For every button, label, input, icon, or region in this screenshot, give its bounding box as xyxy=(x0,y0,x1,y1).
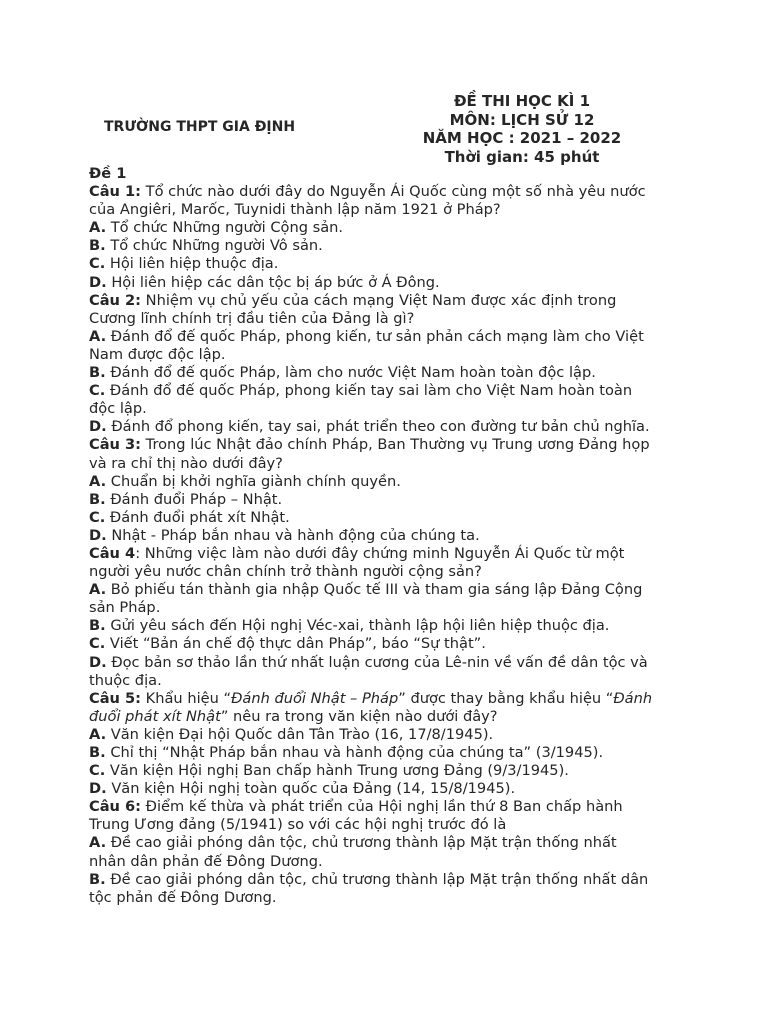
option-d xyxy=(89,418,699,436)
option-c xyxy=(89,635,699,653)
question-2 xyxy=(89,292,699,310)
option-letter: D. xyxy=(89,418,107,436)
question-label: Câu 5: xyxy=(89,689,142,707)
option-text: Đọc bản sơ thảo lần thứ nhất luận cương của Lê-nin về vấn đề dân tộc và xyxy=(111,653,648,671)
question-text: : Những việc làm nào dưới đây chứng minh Nguyễn Ái Quốc từ một xyxy=(135,544,625,562)
option-text: Văn kiện Đại hội Quốc dân Tân Trào (16, 17/8/1945). xyxy=(110,725,494,743)
option-text: Nhật - Pháp bắn nhau và hành động của chúng ta. xyxy=(111,526,480,544)
option-letter: B. xyxy=(89,744,106,761)
option-text: Hội liên hiệp các dân tộc bị áp bức ở Á Đông. xyxy=(111,273,440,291)
exam-subject: MÔN: LỊCH SỬ 12 xyxy=(449,110,595,129)
option-letter: B. xyxy=(89,617,106,635)
question-label: Câu 2: xyxy=(89,291,142,309)
option-text: Gửi yêu sách đến Hội nghị Véc-xai, thành lập hội liên hiệp thuộc địa. xyxy=(110,617,610,635)
option-text: Văn kiện Hội nghị Ban chấp hành Trung ương Đảng (9/3/1945). xyxy=(109,762,569,780)
option-letter: A. xyxy=(89,581,107,599)
option-b xyxy=(89,364,699,382)
option-letter: D. xyxy=(89,780,107,798)
question-text: Nhiệm vụ chủ yếu của cách mạng Việt Nam được xác định trong xyxy=(141,291,617,309)
slogan-old: Đánh đuổi Nhật – Pháp xyxy=(231,689,399,707)
exam-school-year: NĂM HỌC : 2021 – 2022 xyxy=(422,129,622,147)
option-a xyxy=(89,473,699,491)
option-text: Văn kiện Hội nghị toàn quốc của Đảng (14, 15/8/1945). xyxy=(111,780,516,798)
question-text: ” nêu ra trong văn kiện nào dưới đây? xyxy=(220,707,498,725)
question-text: Điểm kế thừa và phát triển của Hội nghị lần thứ 8 Ban chấp hành xyxy=(141,798,623,816)
option-text: Bỏ phiếu tán thành gia nhập Quốc tế III và tham gia sáng lập Đảng Cộng xyxy=(110,581,643,599)
option-c xyxy=(89,382,699,400)
option-letter: A. xyxy=(89,219,107,237)
option-text-cont: nhân dân phản đế Đông Dương. xyxy=(89,852,323,870)
question-1 xyxy=(89,183,699,201)
question-text-cont: người yêu nước chân chính trở thành người cộng sản? xyxy=(89,563,482,581)
slogan-new: Đánh xyxy=(613,689,653,707)
option-text-cont: sản Pháp. xyxy=(89,599,161,617)
question-label: Câu 1: xyxy=(89,183,142,201)
option-text-cont: thuộc địa. xyxy=(89,671,162,689)
option-c xyxy=(89,509,699,527)
option-d xyxy=(89,274,699,292)
option-d xyxy=(89,780,699,798)
option-letter: D. xyxy=(89,526,107,544)
option-text: Đề cao giải phóng dân tộc, chủ trương thành lập Mặt trận thống nhất dân xyxy=(110,870,649,888)
school-name: TRƯỜNG THPT GIA ĐỊNH xyxy=(104,119,296,135)
option-c xyxy=(89,255,699,273)
question-text-cont: Cương lĩnh chính trị đầu tiên của Đảng là gì? xyxy=(89,309,415,327)
slogan-new-cont: đuổi phát xít Nhật xyxy=(89,707,221,725)
option-text: Đánh đổ phong kiến, tay sai, phát triển theo con đường tư bản chủ nghĩa. xyxy=(111,418,650,436)
option-letter: C. xyxy=(89,255,106,273)
question-5 xyxy=(89,690,699,708)
option-a xyxy=(89,328,699,346)
option-text: Đánh đổ đế quốc Pháp, phong kiến tay sai làm cho Việt Nam hoàn toàn xyxy=(109,382,633,400)
option-b xyxy=(89,491,699,509)
option-text: Viết “Bản án chế độ thực dân Pháp”, báo “Sự thật”. xyxy=(109,635,486,653)
question-text-cont: Trung Ương đảng (5/1941) so với các hội nghị trước đó là xyxy=(89,816,507,834)
option-letter: A. xyxy=(89,472,107,490)
option-a xyxy=(89,219,699,237)
question-6 xyxy=(89,798,699,816)
option-a xyxy=(89,834,699,852)
exam-body xyxy=(89,165,699,907)
option-b xyxy=(89,744,699,762)
question-label: Câu 6: xyxy=(89,798,142,816)
option-b xyxy=(89,871,699,889)
option-b xyxy=(89,237,699,255)
option-d xyxy=(89,654,699,672)
option-text: Tổ chức Những người Vô sản. xyxy=(110,237,323,255)
exam-header xyxy=(402,92,642,166)
option-letter: A. xyxy=(89,327,107,345)
option-letter: C. xyxy=(89,635,106,653)
exam-version: Đề 1 xyxy=(89,165,127,182)
option-letter: B. xyxy=(89,237,106,255)
option-text: Hội liên hiệp thuộc địa. xyxy=(109,255,279,273)
option-letter: C. xyxy=(89,762,106,780)
question-4 xyxy=(89,545,699,563)
option-text: Đề cao giải phóng dân tộc, chủ trương thành lập Mặt trận thống nhất xyxy=(110,834,617,852)
option-text: Tổ chức Những người Cộng sản. xyxy=(110,219,344,237)
question-text-cont xyxy=(89,708,699,726)
question-text: Khẩu hiệu “ xyxy=(141,689,232,707)
option-text-cont: Nam được độc lập. xyxy=(89,345,226,363)
exam-time: Thời gian: 45 phút xyxy=(444,147,600,166)
option-a xyxy=(89,581,699,599)
option-text: Chỉ thị “Nhật Pháp bắn nhau và hành động của chúng ta” (3/1945). xyxy=(110,744,604,761)
question-text-cont: của Angiêri, Marốc, Tuynidi thành lập năm 1921 ở Pháp? xyxy=(89,201,501,219)
option-text-cont: độc lập. xyxy=(89,400,147,418)
question-label: Câu 3: xyxy=(89,436,142,454)
exam-title: ĐỀ THI HỌC KÌ 1 xyxy=(453,92,591,110)
question-3 xyxy=(89,436,699,454)
option-letter: C. xyxy=(89,382,106,400)
question-text: Tổ chức nào dưới đây do Nguyễn Ái Quốc cùng một số nhà yêu nước xyxy=(141,183,646,201)
option-d xyxy=(89,527,699,545)
question-text: ” được thay bằng khẩu hiệu “ xyxy=(398,689,614,707)
option-letter: A. xyxy=(89,834,107,852)
option-c xyxy=(89,762,699,780)
question-text-cont: và ra chỉ thị nào dưới đây? xyxy=(89,454,283,472)
option-text: Đánh đuổi phát xít Nhật. xyxy=(109,508,290,526)
option-letter: B. xyxy=(89,364,106,382)
question-label: Câu 4 xyxy=(89,544,136,562)
option-letter: A. xyxy=(89,725,107,743)
option-letter: D. xyxy=(89,653,107,671)
option-text: Đánh đuổi Pháp – Nhật. xyxy=(110,490,283,508)
option-letter: B. xyxy=(89,490,106,508)
option-letter: B. xyxy=(89,870,106,888)
option-letter: C. xyxy=(89,508,106,526)
option-b xyxy=(89,617,699,635)
option-text: Đánh đổ đế quốc Pháp, làm cho nước Việt Nam hoàn toàn độc lập. xyxy=(110,364,596,382)
option-text: Chuẩn bị khởi nghĩa giành chính quyền. xyxy=(110,472,401,490)
question-text: Trong lúc Nhật đảo chính Pháp, Ban Thường vụ Trung ương Đảng họp xyxy=(141,436,650,454)
option-letter: D. xyxy=(89,273,107,291)
option-a xyxy=(89,726,699,744)
option-text-cont: tộc phản đế Đông Dương. xyxy=(89,888,277,906)
option-text: Đánh đổ đế quốc Pháp, phong kiến, tư sản phản cách mạng làm cho Việt xyxy=(110,327,644,345)
